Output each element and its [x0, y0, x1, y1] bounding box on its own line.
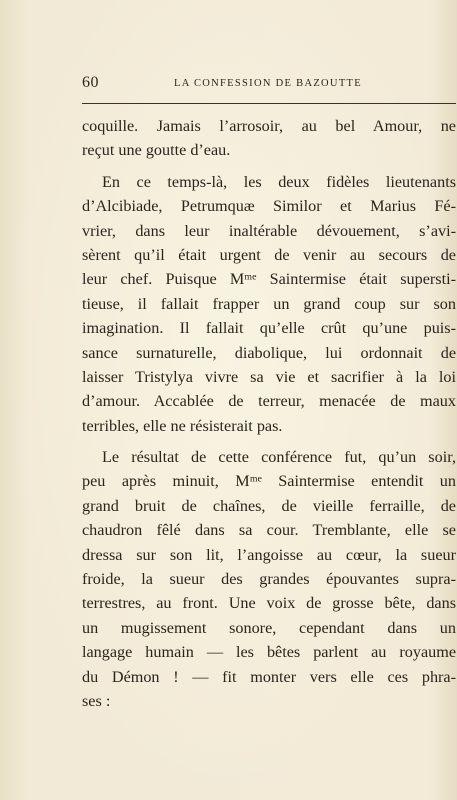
paragraph: [82, 170, 456, 438]
body-text: [82, 114, 456, 713]
text-line: langage humain — les bêtes parlent au royaume: [82, 643, 456, 662]
text-line: sance surnaturelle, diabolique, lui ordonnait de: [82, 343, 456, 362]
header-rule: [82, 103, 456, 104]
text-line: En ce temps-là, les deux fidèles lieutenants: [102, 172, 456, 191]
running-title: LA CONFESSION DE BAZOUTTE: [174, 78, 362, 89]
text-line: leur chef. Puisque Mᵐᵉ Saintermise était supersti-: [82, 270, 456, 289]
text-line: sèrent qu’il était urgent de venir au secours de: [82, 245, 456, 264]
text-line: imagination. Il fallait qu’elle crût qu’une puis-: [82, 319, 456, 338]
text-line: terribles, elle ne résisterait pas.: [82, 416, 283, 435]
text-line: peu après minuit, Mᵐᵉ Saintermise entendit un: [82, 472, 456, 491]
page-number: 60: [82, 74, 99, 91]
text-line: coquille. Jamais l’arrosoir, au bel Amour, ne: [82, 117, 456, 135]
text-line: d’Alcibiade, Petrumquæ Similor et Marius Fé-: [82, 197, 456, 216]
text-line: chaudron fêlé dans sa cour. Tremblante, elle se: [82, 521, 456, 540]
text-line: grand bruit de chaînes, de vieille ferraille, de: [82, 496, 456, 515]
text-line: ses :: [82, 691, 111, 710]
text-line: dressa sur son lit, l’angoisse au cœur, la sueur: [82, 545, 456, 564]
text-line: un mugissement sonore, cependant dans un: [82, 618, 456, 637]
text-line: d’amour. Accablée de terreur, menacée de maux: [82, 392, 456, 411]
text-line: reçut une goutte d’eau.: [82, 141, 231, 160]
paragraph: [82, 445, 456, 713]
page-header: [82, 74, 456, 94]
text-line: laisser Tristylya vivre sa vie et sacrifier à la loi: [82, 367, 456, 386]
text-line: terrestres, au front. Une voix de grosse bête, dans: [82, 594, 456, 613]
text-line: froide, la sueur des grandes épouvantes supra-: [82, 570, 456, 589]
text-line: tieuse, il fallait frapper un grand coup sur son: [82, 294, 456, 313]
paragraph: [82, 114, 456, 163]
text-line: du Démon ! — fit monter vers elle ces phra-: [82, 667, 456, 686]
text-line: Le résultat de cette conférence fut, qu’un soir,: [102, 448, 456, 467]
text-line: vrier, dans leur inaltérable dévouement, s’avi-: [82, 221, 456, 240]
